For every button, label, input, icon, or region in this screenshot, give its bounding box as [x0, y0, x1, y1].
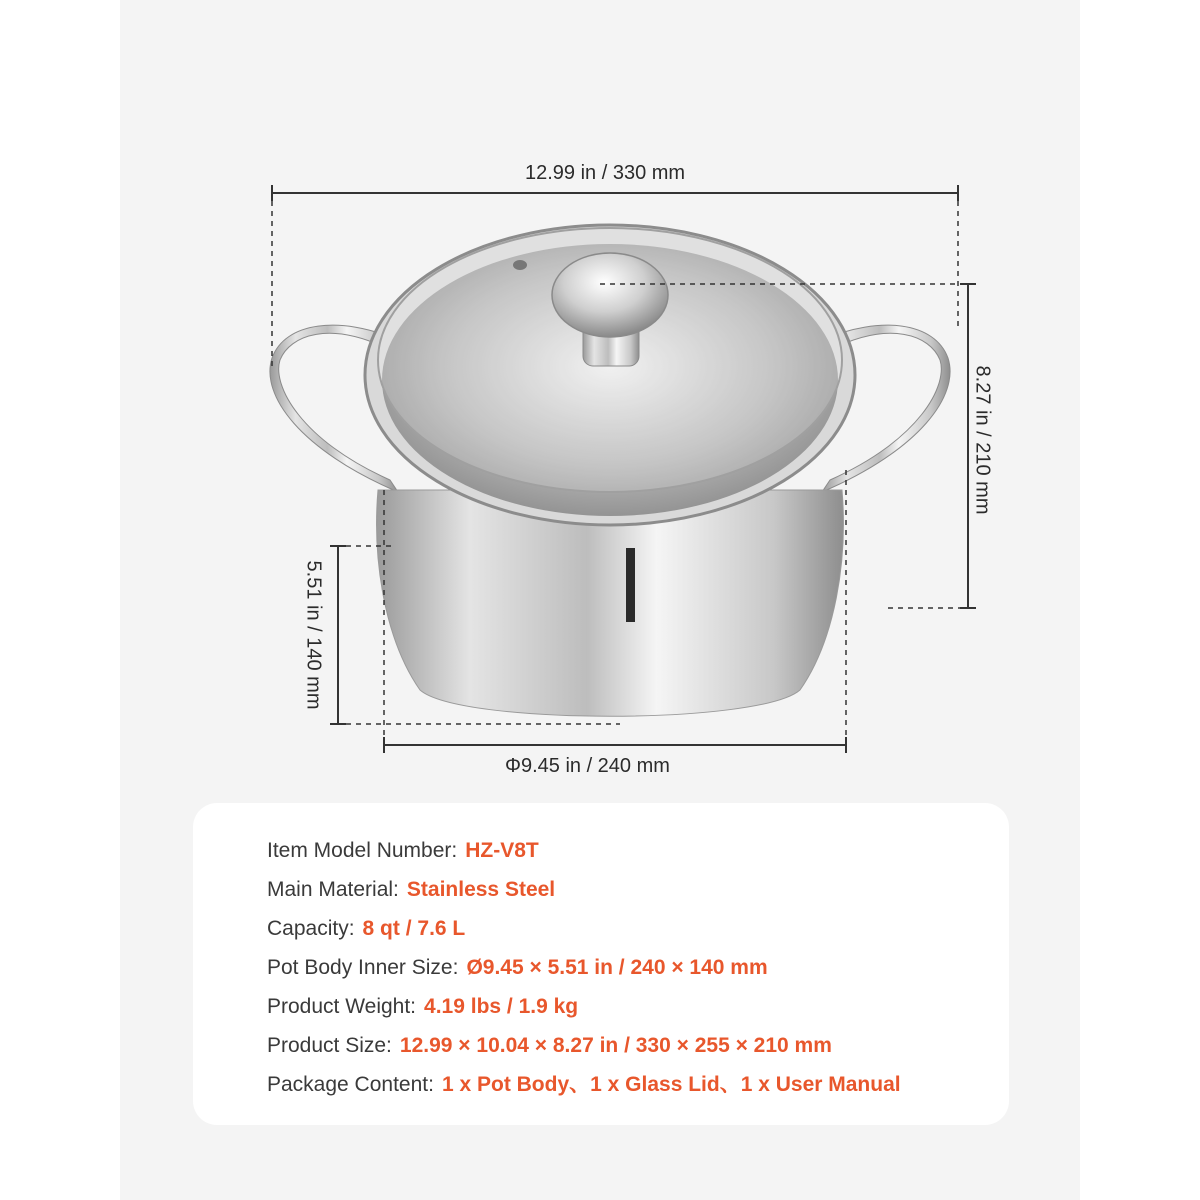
spec-label: Main Material: [267, 878, 399, 901]
width-dimension-label: 12.99 in / 330 mm [525, 162, 686, 184]
lid-knob [552, 253, 668, 337]
spec-row-capacity [267, 914, 465, 944]
spec-value: Stainless Steel [406, 878, 556, 901]
spec-card [193, 803, 1009, 1125]
spec-row-material [267, 875, 555, 905]
body-marking [626, 548, 635, 622]
diameter-dimension-label: Φ9.45 in / 240 mm [505, 755, 670, 777]
spec-value: HZ-V8T [465, 839, 539, 862]
spec-row-weight [267, 992, 578, 1022]
spec-row-inner-size [267, 953, 768, 983]
spec-label: Product Size: [267, 1034, 392, 1057]
spec-label: Item Model Number: [267, 839, 458, 862]
spec-value: 1 x Pot Body、1 x Glass Lid、1 x User Manual [441, 1073, 901, 1096]
spec-value: 4.19 lbs / 1.9 kg [424, 995, 579, 1018]
spec-value: Ø9.45 × 5.51 in / 240 × 140 mm [466, 956, 768, 979]
spec-label: Product Weight: [267, 995, 417, 1018]
spec-row-package [267, 1070, 901, 1100]
spec-label: Capacity: [267, 917, 355, 940]
lid-vent [513, 260, 527, 270]
spec-value: 8 qt / 7.6 L [362, 917, 466, 940]
spec-value: 12.99 × 10.04 × 8.27 in / 330 × 255 × 210 mm [399, 1034, 832, 1057]
spec-row-product-size [267, 1031, 832, 1061]
spec-label: Pot Body Inner Size: [267, 956, 459, 979]
spec-label: Package Content: [267, 1073, 434, 1096]
body-height-dimension-label: 5.51 in / 140 mm [302, 560, 325, 710]
spec-row-model [267, 836, 539, 866]
height-dimension-label: 8.27 in / 210 mm [971, 365, 994, 515]
